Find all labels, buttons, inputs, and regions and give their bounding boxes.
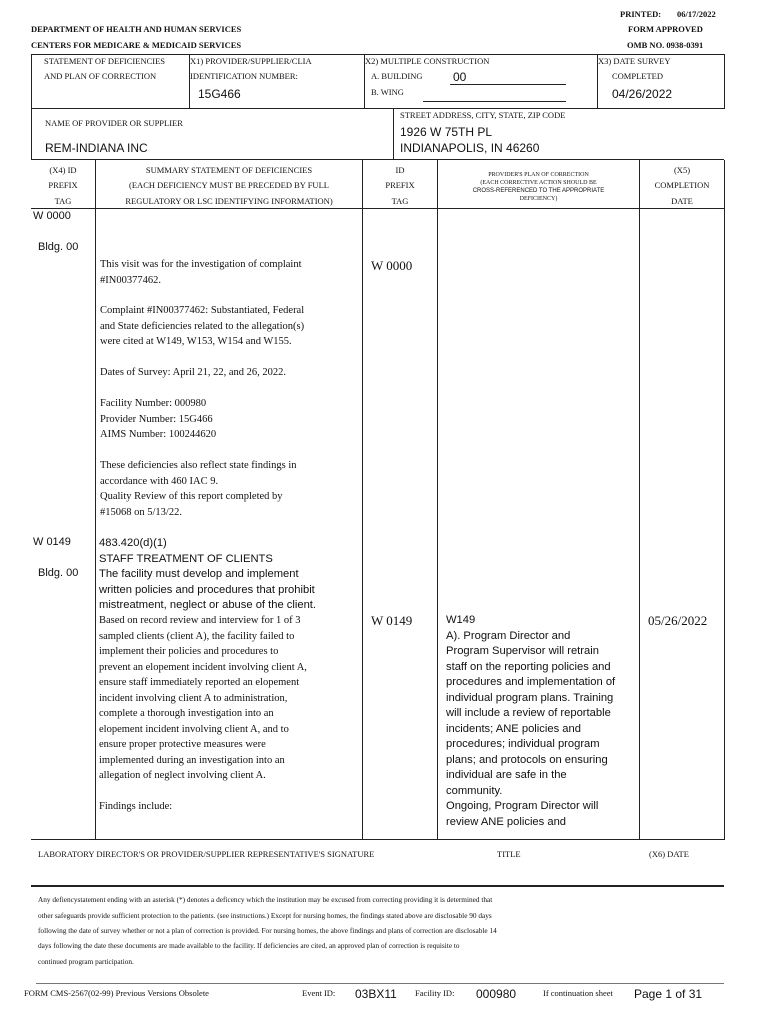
plan-subheader-3: DEFICIENCY) [519,196,558,202]
signature-label: LABORATORY DIRECTOR'S OR PROVIDER/SUPPLIER REPRESENTATIVE'S SIGNATURE [38,849,375,859]
x4-tag-header: TAG [54,196,72,206]
street-address-value: 1926 W 75TH PL [400,125,493,139]
w0000-tag: W 0000 [33,210,71,222]
provider-id-value: 15G466 [198,87,241,101]
event-id-value: 03BX11 [355,987,397,1001]
building-value: 00 [453,70,467,84]
disclaimer-line: other safeguards provide sufficient protection to the patients. (see instructions.) Except for nursing homes, the findings stated above are disclosable 90 days [38,911,492,920]
omb-number: OMB NO. 0938-0391 [627,40,704,50]
survey-date-value: 04/26/2022 [612,87,673,101]
building-label: A. BUILDING [371,71,423,81]
centers-heading: CENTERS FOR MEDICARE & MEDICAID SERVICES [31,40,242,50]
facility-id-label: Facility ID: [415,988,455,998]
w0149-tag: W 0149 [33,536,71,548]
id-tag-header: TAG [391,196,409,206]
disclaimer-line: following the date of survey whether or not a plan of correction is provided. For nursing homes, the above findings and plans of correction are disclosable 14 [38,926,497,935]
provider-id-label: X1) PROVIDER/SUPPLIER/CLIA [190,56,312,66]
date-header: DATE [671,196,693,206]
city-state-zip-value: INDIANAPOLIS, IN 46260 [400,141,540,155]
summary-subheader-2: REGULATORY OR LSC IDENTIFYING INFORMATION) [125,196,333,206]
w0000-state-findings: These deficiencies also reflect state findings in accordance with 460 IAC 9. Quality Review of this report completed by #15068 on 5/13/22. [100,460,297,518]
statement-label: STATEMENT OF DEFICIENCIES [44,56,166,66]
title-label: TITLE [497,849,521,859]
plan-header: PROVIDER'S PLAN OF CORRECTION [488,172,589,178]
w0000-intro: This visit was for the investigation of complaint #IN00377462. [100,259,302,286]
w0149-building: Bldg. 00 [38,567,79,579]
printed-label: PRINTED: [620,9,662,19]
w0149-completion-date: 05/26/2022 [648,613,708,628]
x4-id-header: (X4) ID [49,165,77,175]
event-id-label: Event ID: [302,988,336,998]
continuation-label: If continuation sheet [543,988,613,998]
disclaimer-line: continued program participation. [38,957,134,966]
completed-label: COMPLETED [612,71,663,81]
identification-label: IDENTIFICATION NUMBER: [190,71,298,81]
w0149-findings: Findings include: [99,801,173,812]
signature-date-label: (X6) DATE [649,849,689,859]
form-number: FORM CMS-2567(02-99) Previous Versions Obsolete [24,988,209,998]
w0000-complaint: Complaint #IN00377462: Substantiated, Federal and State deficiencies related to the allegation(s) were cited at W149, W153, W154 and W155. [100,305,305,347]
plan-label: AND PLAN OF CORRECTION [44,71,157,81]
disclaimer-line: Any defiencystatement ending with an asterisk (*) denotes a deficency which the institution may be excused from correcting providing it is determined that [38,895,493,904]
w0149-plan-of-correction: W149 A). Program Director and Program Supervisor will retrain staff on the reporting policies and procedures and implementation of individual program plans. Training will include a review of reportable incidents; ANE policies and procedures; individual program plans; and protocols on ensuring individual are safe in the community. Ongoing, Program Director will review ANE policies and [446,614,616,828]
w0000-ids: Facility Number: 000980 Provider Number: 15G466 AIMS Number: 100244620 [100,398,217,440]
multiple-construction-label: X2) MULTIPLE CONSTRUCTION [365,56,490,66]
id-prefix-header: PREFIX [385,180,415,190]
wing-label: B. WING [371,87,404,97]
summary-subheader-1: (EACH DEFICIENCY MUST BE PRECEDED BY FULL [129,180,329,190]
w0149-regulation: 483.420(d)(1) STAFF TREATMENT OF CLIENTS The facility must develop and implement written policies and procedures that prohibit mistreatment, neglect or abuse of the client. [99,537,317,611]
w0149-deficiency-text: Based on record review and interview for 1 of 3 sampled clients (client A), the facility failed to implement their policies and procedures to prevent an elopement incident involving client A, ensure staff immediately reported an elopement incident involving client A to administration, complete a thorough investigation into an elopement incident involving client A, and to ensure proper protective measures were implemented during an investigation into an allegation of neglect involving client A. [99,615,307,781]
x4-prefix-header: PREFIX [48,180,78,190]
disclaimer-line: days following the date these documents are made available to the facility. If deficiencies are cited, an approved plan of correction is requisite to [38,941,460,950]
plan-subheader-2: CROSS-REFERENCED TO THE APPROPRIATE [472,188,605,194]
plan-subheader-1: (EACH CORRECTIVE ACTION SHOULD BE [480,180,597,186]
w0000-dates: Dates of Survey: April 21, 22, and 26, 2022. [100,367,287,378]
w0149-id-tag: W 0149 [371,613,413,628]
street-address-label: STREET ADDRESS, CITY, STATE, ZIP CODE [400,110,566,120]
printed-date: 06/17/2022 [677,9,716,19]
signature-divider [31,885,724,887]
w0000-id-tag: W 0000 [371,258,413,273]
w0000-building: Bldg. 00 [38,241,79,253]
page-number: Page 1 of 31 [634,987,703,1001]
x5-header: (X5) [673,165,691,175]
facility-id-value: 000980 [476,987,517,1001]
footer-divider [36,983,724,984]
form-approved: FORM APPROVED [628,24,703,34]
department-heading: DEPARTMENT OF HEALTH AND HUMAN SERVICES [31,24,242,34]
id-header: ID [395,165,405,175]
completion-header: COMPLETION [654,180,710,190]
provider-name-value: REM-INDIANA INC [45,141,148,155]
summary-header: SUMMARY STATEMENT OF DEFICIENCIES [145,165,313,175]
date-survey-label: X3) DATE SURVEY [598,56,671,66]
provider-name-label: NAME OF PROVIDER OR SUPPLIER [45,118,183,128]
